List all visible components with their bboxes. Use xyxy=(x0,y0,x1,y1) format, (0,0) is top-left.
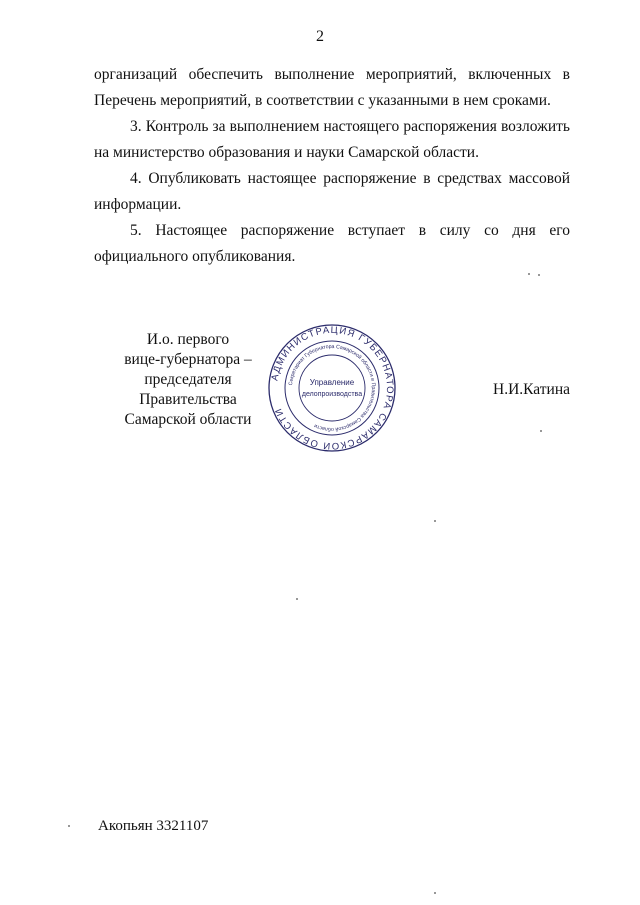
stamp-inner-ring xyxy=(299,355,365,421)
page-number: 2 xyxy=(316,28,324,45)
scan-speck xyxy=(528,273,530,275)
paragraph-line: Перечень мероприятий, в соответствии с указанными в нем сроками. xyxy=(94,92,551,109)
signatory-title-line: И.о. первого xyxy=(146,331,230,348)
paragraph-line: на министерство образования и науки Самарской области. xyxy=(94,144,479,161)
signatory-title-line: Самарской области xyxy=(124,411,252,428)
paragraph-line: 5. Настоящее распоряжение вступает в силу со дня его xyxy=(130,222,570,239)
paragraph-item-4 xyxy=(94,166,570,218)
signatory-title-line: председателя Правительства xyxy=(139,371,237,408)
paragraph-line: информации. xyxy=(94,196,182,213)
paragraph-item-3 xyxy=(94,114,570,166)
paragraph-continuation xyxy=(94,62,570,114)
official-stamp xyxy=(267,323,397,453)
paragraph-line: 3. Контроль за выполнением настоящего распоряжения возложить xyxy=(130,118,570,135)
signatory-title xyxy=(100,330,276,430)
paragraph-line: организаций обеспечить выполнение мероприятий, включенных в xyxy=(94,66,570,83)
scan-speck xyxy=(434,520,436,522)
stamp-outer-textpath: АДМИНИСТРАЦИЯ ГУБЕРНАТОРА САМАРСКОЙ ОБЛАСТИ xyxy=(269,324,396,452)
executor-contact: Акопьян 3321107 xyxy=(98,818,209,834)
scan-speck xyxy=(434,892,436,894)
paragraph-line: 4. Опубликовать настоящее распоряжение в средствах массовой xyxy=(130,170,570,187)
scan-speck xyxy=(68,825,70,827)
stamp-inner-text xyxy=(288,344,376,433)
stamp-center-line2: делопроизводства xyxy=(301,391,363,398)
scan-speck xyxy=(296,598,298,600)
signatory-title-line: вице-губернатора – xyxy=(124,351,252,368)
signatory-name: Н.И.Катина xyxy=(493,381,570,398)
scan-speck xyxy=(540,430,542,432)
stamp-center-line1: Управление xyxy=(309,378,355,387)
scan-speck xyxy=(538,274,540,276)
paragraph-item-5 xyxy=(94,218,570,270)
paragraph-line: официального опубликования. xyxy=(94,248,296,265)
stamp-inner-textpath: Секретариат Губернатора Самарской области и Правительства Самарской области xyxy=(288,343,377,433)
